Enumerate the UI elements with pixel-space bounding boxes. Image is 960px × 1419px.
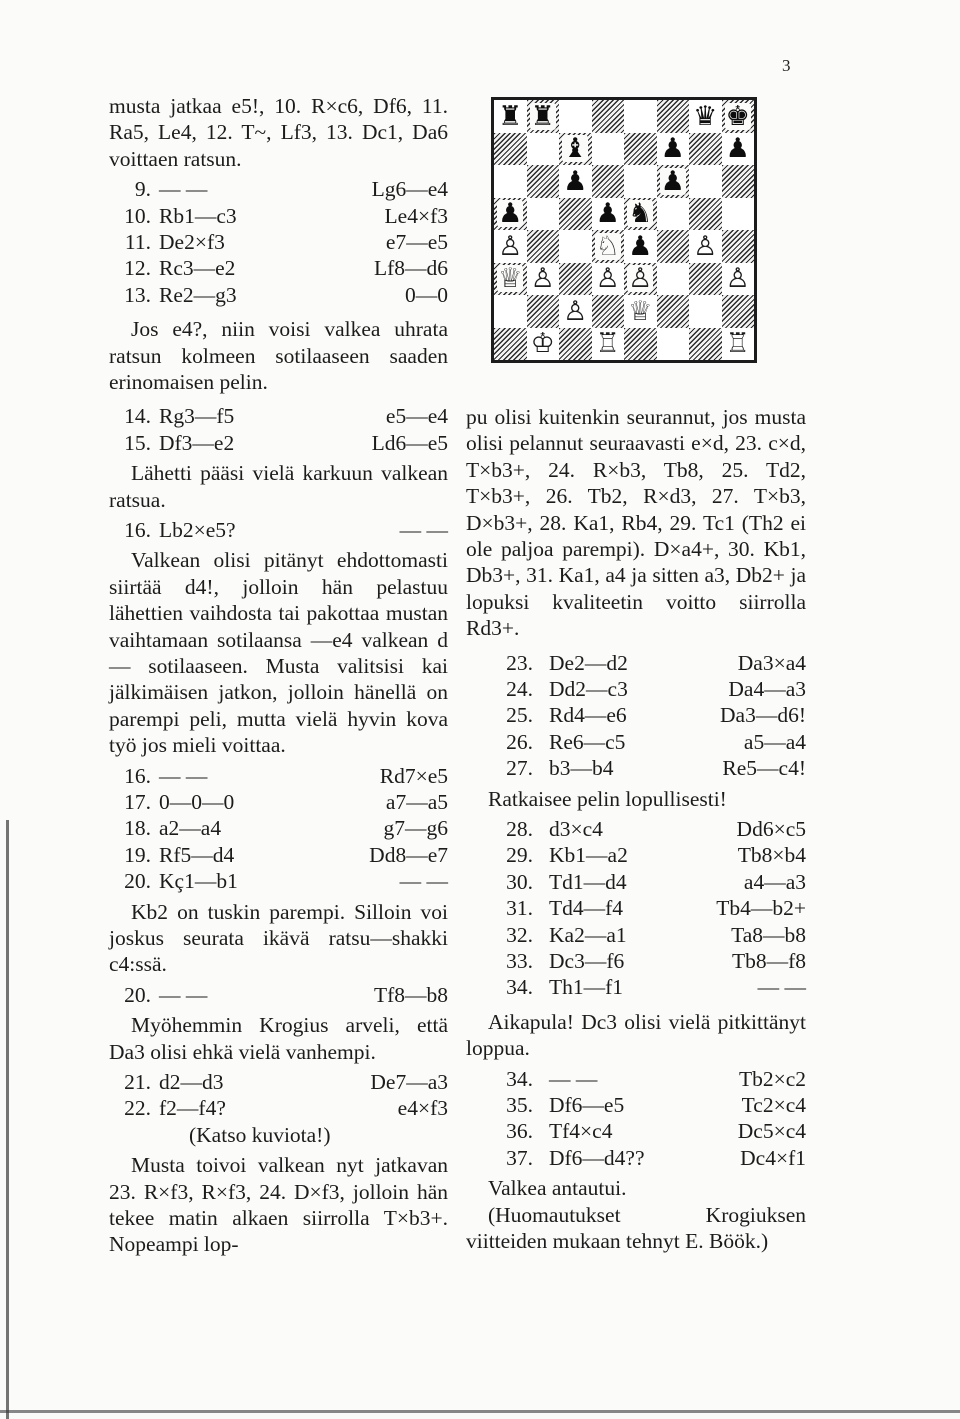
white-move: Th1—f1 xyxy=(549,975,624,1000)
move-row xyxy=(466,974,806,1000)
board-square xyxy=(624,295,657,328)
black-move: Tf8—b8 xyxy=(373,982,448,1007)
board-square xyxy=(624,328,657,361)
move-row xyxy=(109,430,448,456)
black-move: Tb2×c2 xyxy=(738,1066,806,1091)
move-row xyxy=(109,229,448,255)
move-number: 28. xyxy=(506,817,533,842)
paragraph: musta jatkaa e5!, 10. R×c6, Df6, 11. Ra5, Le4, 12. T~, Lf3, 13. Dc1, Da6 voittaen ratsun. xyxy=(109,94,448,171)
white-move: Rf5—d4 xyxy=(159,842,235,867)
paragraph: Myöhemmin Krogius arveli, että Da3 olisi ehkä vielä vanhempi. xyxy=(109,1013,448,1064)
move-number: 15. xyxy=(124,430,151,455)
white-move: Re6—c5 xyxy=(549,729,626,754)
move-number: 37. xyxy=(506,1145,533,1170)
left-column xyxy=(109,93,448,1258)
paragraph: Jos e4?, niin voisi valkea uhrata ratsun kolmeen sotilaaseen saaden erinomaisen pelin. xyxy=(109,317,448,394)
board-square xyxy=(527,165,560,198)
white-move: — — xyxy=(549,1066,598,1091)
board-square xyxy=(722,263,755,296)
black-move: Dc5×c4 xyxy=(737,1119,806,1144)
black-move: — — xyxy=(399,869,448,894)
board-square xyxy=(624,100,657,133)
move-row xyxy=(466,948,806,974)
move-row xyxy=(466,922,806,948)
black-piece-icon: ♜ xyxy=(498,100,523,132)
scan-bottom-line xyxy=(0,1410,960,1413)
board-square xyxy=(494,198,527,231)
move-row xyxy=(109,517,448,543)
white-move: Rc3—e2 xyxy=(159,256,236,281)
white-move: Lb2×e5? xyxy=(159,517,236,542)
black-move: — — xyxy=(399,517,448,542)
board-square xyxy=(689,263,722,296)
board-square xyxy=(624,263,657,296)
board-square xyxy=(689,198,722,231)
white-move: f2—f4? xyxy=(159,1096,226,1121)
black-move: Tb8×b4 xyxy=(737,843,806,868)
board-square xyxy=(722,198,755,231)
board-square xyxy=(722,165,755,198)
board-square xyxy=(494,263,527,296)
move-number: 18. xyxy=(124,816,151,841)
board-square xyxy=(657,328,690,361)
board-square xyxy=(689,165,722,198)
move-row xyxy=(109,789,448,815)
white-piece-icon: ♙ xyxy=(628,263,653,295)
white-move: Rg3—f5 xyxy=(159,404,235,429)
paragraph: Lähetti pääsi vielä karkuun valkean ratsua. xyxy=(109,461,448,512)
black-piece-icon: ♟ xyxy=(725,133,750,165)
board-square xyxy=(527,198,560,231)
move-row xyxy=(466,1092,806,1118)
white-move: Kç1—b1 xyxy=(159,869,238,894)
board-square xyxy=(657,198,690,231)
board-square xyxy=(527,295,560,328)
black-move: De7—a3 xyxy=(370,1070,448,1094)
white-move: Td4—f4 xyxy=(549,896,624,921)
white-move: b3—b4 xyxy=(549,756,614,781)
white-move: Df6—e5 xyxy=(549,1092,625,1117)
black-move: Dc4×f1 xyxy=(740,1145,806,1170)
page-number: 3 xyxy=(782,56,791,75)
white-move: — — xyxy=(159,982,208,1007)
black-piece-icon: ♟ xyxy=(498,198,523,230)
move-row xyxy=(466,895,806,921)
move-row xyxy=(466,755,806,781)
black-move: e7—e5 xyxy=(385,230,448,254)
black-piece-icon: ♟ xyxy=(563,165,588,197)
move-number: 16. xyxy=(124,517,151,542)
black-move: Ta8—b8 xyxy=(731,922,806,947)
board-square xyxy=(494,133,527,166)
white-move: a2—a4 xyxy=(159,816,222,841)
black-piece-icon: ♞ xyxy=(628,198,653,230)
move-list xyxy=(109,176,448,308)
paragraph: Aikapula! Dc3 olisi vielä pitkittänyt loppua. xyxy=(466,1009,806,1061)
move-number: 35. xyxy=(506,1092,533,1117)
paragraph: Valkean olisi pitänyt ehdottomasti siirtää d4!, jolloin hän pelastuu lähettien vaihdosta tai pakottaa mustan vaihtamaan sotilaansa —e4 valkean d— sotilaaseen. Musta valitsisi kai jälkimäisen jatkon, jolloin hänellä on parempi peli, mutta vielä hyvin kova työ jos mieli voittaa. xyxy=(109,548,448,758)
move-number: 19. xyxy=(124,842,151,867)
white-piece-icon: ♖ xyxy=(595,328,620,360)
black-move: g7—g6 xyxy=(383,816,448,841)
black-move: 0—0 xyxy=(405,282,448,307)
move-row xyxy=(466,816,806,842)
white-piece-icon: ♔ xyxy=(530,328,555,360)
move-list xyxy=(109,1069,448,1122)
white-move: Df6—d4?? xyxy=(549,1145,645,1170)
white-move: Td1—d4 xyxy=(549,869,627,894)
white-move: Df3—e2 xyxy=(159,430,235,455)
move-list xyxy=(109,517,448,543)
white-piece-icon: ♙ xyxy=(693,230,718,262)
board-square xyxy=(592,198,625,231)
board-square xyxy=(527,230,560,263)
black-move: Da3×a4 xyxy=(737,650,806,675)
black-move: Le4×f3 xyxy=(384,203,448,228)
board-square xyxy=(657,263,690,296)
move-row xyxy=(109,176,448,202)
move-row xyxy=(109,842,448,868)
black-move: Dd8—e7 xyxy=(369,842,448,867)
move-number: 16. xyxy=(124,763,151,788)
move-row xyxy=(466,729,806,755)
move-number: 17. xyxy=(124,790,151,815)
move-number: 12. xyxy=(124,256,151,281)
move-row xyxy=(466,1118,806,1144)
move-number: 34. xyxy=(506,975,533,1000)
black-move: Da3—d6! xyxy=(720,703,806,728)
paragraph: (Huomautukset Krogiuksen viitteiden mukaan tehnyt E. Böök.) xyxy=(466,1202,806,1253)
board-square xyxy=(559,198,592,231)
board-square xyxy=(592,165,625,198)
white-move: Tf4×c4 xyxy=(549,1119,613,1144)
black-move: Ld6—e5 xyxy=(371,430,448,455)
board-square xyxy=(624,198,657,231)
paragraph: Musta toivoi valkean nyt jatkavan 23. R×f3, R×f3, 24. D×f3, jolloin hän tekee matin alkaen siirrolla T×b3+. Nopeampi lop- xyxy=(109,1153,448,1257)
white-move: Rb1—c3 xyxy=(159,203,237,228)
black-piece-icon: ♚ xyxy=(725,100,750,132)
move-row xyxy=(109,1069,448,1095)
paragraph: Ratkaisee pelin lopullisesti! xyxy=(488,786,727,811)
board-square xyxy=(722,295,755,328)
white-move: — — xyxy=(159,177,208,202)
white-piece-icon: ♙ xyxy=(725,263,750,295)
board-square xyxy=(559,328,592,361)
move-row xyxy=(109,403,448,429)
board-square xyxy=(494,230,527,263)
board-square xyxy=(527,263,560,296)
black-piece-icon: ♝ xyxy=(563,133,588,165)
scan-edge-line xyxy=(6,0,9,1419)
move-row xyxy=(466,650,806,676)
board-square xyxy=(657,230,690,263)
move-list xyxy=(466,650,806,782)
move-number: 36. xyxy=(506,1119,533,1144)
board-square xyxy=(592,263,625,296)
board-square xyxy=(657,133,690,166)
board-square xyxy=(559,133,592,166)
board-square xyxy=(624,133,657,166)
white-piece-icon: ♖ xyxy=(725,328,750,360)
move-number: 33. xyxy=(506,948,533,973)
board-square xyxy=(689,100,722,133)
board-square xyxy=(624,165,657,198)
board-square xyxy=(559,230,592,263)
move-number: 26. xyxy=(506,729,533,754)
paragraph: Kb2 on tuskin parempi. Silloin voi joskus seurata ikävä ratsu—shakki c4:ssä. xyxy=(109,899,448,977)
black-piece-icon: ♟ xyxy=(595,198,620,230)
white-piece-icon: ♙ xyxy=(530,263,555,295)
move-number: 29. xyxy=(506,843,533,868)
paragraph: Valkea antautui. xyxy=(488,1176,627,1201)
black-move: Tb8—f8 xyxy=(731,948,806,973)
white-piece-icon: ♕ xyxy=(498,263,523,295)
move-list xyxy=(109,982,448,1008)
white-move: d2—d3 xyxy=(159,1070,224,1094)
black-move: a4—a3 xyxy=(743,869,806,894)
white-move: Rd4—e6 xyxy=(549,703,627,728)
move-number: 23. xyxy=(506,650,533,675)
right-column xyxy=(466,404,806,1254)
move-number: 14. xyxy=(124,404,151,429)
move-number: 27. xyxy=(506,756,533,781)
board-square xyxy=(559,263,592,296)
white-piece-icon: ♙ xyxy=(595,263,620,295)
board-square xyxy=(722,133,755,166)
board-square xyxy=(592,328,625,361)
black-move: e4×f3 xyxy=(397,1096,448,1121)
move-row xyxy=(466,676,806,702)
black-piece-icon: ♟ xyxy=(660,133,685,165)
move-list xyxy=(109,403,448,456)
white-move: Ka2—a1 xyxy=(549,922,627,947)
black-move: Lg6—e4 xyxy=(371,177,448,202)
board-square xyxy=(689,328,722,361)
black-move: a5—a4 xyxy=(743,729,806,754)
board-square xyxy=(689,230,722,263)
board-square xyxy=(689,295,722,328)
board-square xyxy=(592,295,625,328)
move-number: 31. xyxy=(506,896,533,921)
move-list xyxy=(466,1066,806,1172)
move-number: 21. xyxy=(124,1070,151,1094)
board-square xyxy=(559,165,592,198)
black-piece-icon: ♟ xyxy=(660,165,685,197)
board-square xyxy=(657,295,690,328)
board-square xyxy=(657,165,690,198)
move-row xyxy=(466,869,806,895)
white-move: 0—0—0 xyxy=(159,790,235,815)
move-row xyxy=(109,255,448,281)
move-row xyxy=(109,815,448,841)
figure-reference: (Katso kuviota!) xyxy=(189,1122,331,1147)
move-number: 20. xyxy=(124,982,151,1007)
board-square xyxy=(527,328,560,361)
move-row xyxy=(466,702,806,728)
black-move: a7—a5 xyxy=(385,790,448,815)
move-number: 22. xyxy=(124,1096,151,1121)
black-move: Lf8—d6 xyxy=(373,256,448,281)
black-move: Rd7×e5 xyxy=(379,763,448,788)
move-number: 25. xyxy=(506,703,533,728)
white-piece-icon: ♙ xyxy=(563,295,588,327)
white-move: Dd2—c3 xyxy=(549,677,628,702)
board-square xyxy=(624,230,657,263)
white-move: Dc3—f6 xyxy=(549,948,625,973)
white-move: d3×c4 xyxy=(549,817,603,842)
board-square xyxy=(722,100,755,133)
board-square xyxy=(494,328,527,361)
white-move: Re2—g3 xyxy=(159,282,237,307)
black-move: Da4—a3 xyxy=(728,677,806,702)
move-row xyxy=(109,282,448,308)
black-piece-icon: ♜ xyxy=(530,100,555,132)
white-move: — — xyxy=(159,763,208,788)
move-number: 30. xyxy=(506,869,533,894)
black-move: Tb4—b2+ xyxy=(716,896,806,921)
white-move: Kb1—a2 xyxy=(549,843,628,868)
move-list xyxy=(109,763,448,895)
black-move: Tc2×c4 xyxy=(741,1092,806,1117)
white-move: De2×f3 xyxy=(159,230,225,254)
white-piece-icon: ♕ xyxy=(628,295,653,327)
move-row xyxy=(466,1066,806,1092)
board-square xyxy=(559,100,592,133)
board-square xyxy=(527,133,560,166)
board-square xyxy=(494,100,527,133)
move-row xyxy=(109,763,448,789)
board-square xyxy=(527,100,560,133)
black-move: — — xyxy=(757,975,806,1000)
board-square xyxy=(689,133,722,166)
paragraph: pu olisi kuitenkin seurannut, jos musta olisi pelannut seuraavasti e×d, 23. c×d, T×b3+, 24. R×b3, Tb8, 25. Td2, T×b3+, 26. Tb2, R×d3, 27. T×b3, D×b3+, 28. Ka1, Rb4, 29. Tc1 (Th2 ei ole paljoa parempi). D×a4+, 30. Kb1, Db3+, 31. Ka1, a4 ja sitten a3, Db2+ ja lopuksi kvaliteetin voitto siirrolla Rd3+. xyxy=(466,405,806,641)
move-number: 10. xyxy=(124,203,151,228)
move-row xyxy=(466,1145,806,1171)
black-move: e5—e4 xyxy=(385,404,448,429)
move-number: 32. xyxy=(506,922,533,947)
move-number: 34. xyxy=(506,1066,533,1091)
chess-board-diagram xyxy=(491,97,757,363)
board-square xyxy=(494,295,527,328)
move-row xyxy=(109,1095,448,1121)
move-row xyxy=(109,868,448,894)
move-number: 9. xyxy=(134,177,151,202)
board-square xyxy=(494,165,527,198)
black-move: Dd6×c5 xyxy=(736,817,806,842)
board-square xyxy=(722,230,755,263)
white-piece-icon: ♙ xyxy=(498,230,523,262)
move-number: 24. xyxy=(506,677,533,702)
move-list xyxy=(466,816,806,1001)
move-row xyxy=(109,203,448,229)
board-square xyxy=(559,295,592,328)
board-square xyxy=(722,328,755,361)
black-move: Re5—c4! xyxy=(722,756,806,781)
board-square xyxy=(657,100,690,133)
board-square xyxy=(592,133,625,166)
move-row xyxy=(466,842,806,868)
move-row xyxy=(109,982,448,1008)
white-move: De2—d2 xyxy=(549,650,628,675)
move-number: 20. xyxy=(124,869,151,894)
white-piece-icon: ♘ xyxy=(595,230,620,262)
board-square xyxy=(592,100,625,133)
move-number: 13. xyxy=(124,282,151,307)
black-piece-icon: ♟ xyxy=(628,230,653,262)
black-piece-icon: ♛ xyxy=(693,100,718,132)
board-square xyxy=(592,230,625,263)
move-number: 11. xyxy=(124,230,151,254)
